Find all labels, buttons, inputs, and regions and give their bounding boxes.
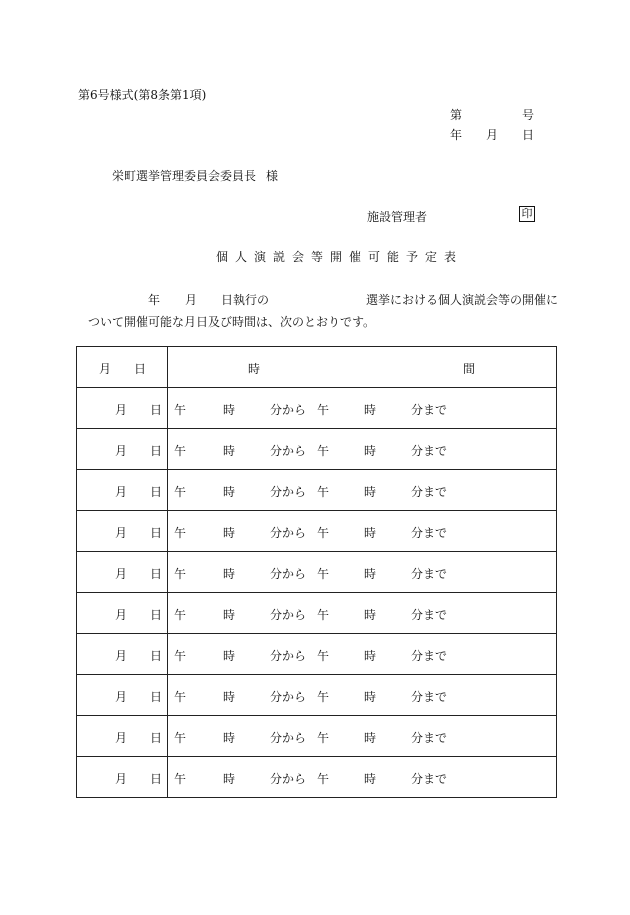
row-until: 分まで — [411, 444, 448, 458]
row-end-ampm: 午 — [317, 649, 330, 663]
row-from: 分から — [270, 526, 307, 540]
row-from: 分から — [270, 690, 307, 704]
row-start-hour: 時 — [223, 444, 236, 458]
row-until: 分まで — [411, 608, 448, 622]
row-end-hour: 時 — [364, 690, 377, 704]
row-start-hour: 時 — [223, 731, 236, 745]
row-day: 日 — [150, 731, 163, 745]
row-end-hour: 時 — [364, 567, 377, 581]
row-day: 日 — [150, 526, 163, 540]
sender-label: 施設管理者 — [367, 210, 428, 224]
row-month: 月 — [115, 526, 128, 540]
table-header-row — [77, 347, 557, 388]
date-year: 年 — [450, 128, 463, 142]
seal-mark: 印 — [519, 206, 535, 222]
row-from: 分から — [270, 403, 307, 417]
header-day: 日 — [134, 362, 147, 376]
table-row — [77, 511, 557, 552]
row-start-hour: 時 — [223, 649, 236, 663]
doc-number-suffix: 号 — [522, 108, 535, 122]
page-title: 個人演説会等開催可能予定表 — [216, 250, 464, 264]
header-time-kan: 間 — [463, 362, 476, 376]
addressee-name: 栄町選挙管理委員会委員長 — [112, 169, 257, 183]
row-until: 分まで — [411, 567, 448, 581]
table-row — [77, 675, 557, 716]
row-until: 分まで — [411, 485, 448, 499]
row-start-ampm: 午 — [174, 403, 187, 417]
row-day: 日 — [150, 649, 163, 663]
row-month: 月 — [115, 772, 128, 786]
row-month: 月 — [115, 403, 128, 417]
row-end-ampm: 午 — [317, 690, 330, 704]
row-end-ampm: 午 — [317, 444, 330, 458]
table-row — [77, 757, 557, 798]
body-line2: ついて開催可能な月日及び時間は、次のとおりです。 — [88, 315, 376, 329]
body-day-exec: 日執行の — [221, 293, 270, 307]
body-month: 月 — [185, 293, 198, 307]
row-from: 分から — [270, 608, 307, 622]
row-start-ampm: 午 — [174, 485, 187, 499]
row-month: 月 — [115, 567, 128, 581]
body-line1-end: 選挙における個人演説会等の開催に — [366, 293, 559, 307]
table-row — [77, 470, 557, 511]
row-end-ampm: 午 — [317, 608, 330, 622]
row-day: 日 — [150, 690, 163, 704]
row-end-hour: 時 — [364, 731, 377, 745]
row-end-hour: 時 — [364, 444, 377, 458]
row-day: 日 — [150, 403, 163, 417]
row-end-ampm: 午 — [317, 403, 330, 417]
row-day: 日 — [150, 567, 163, 581]
body-year: 年 — [148, 293, 161, 307]
table-row — [77, 429, 557, 470]
row-start-ampm: 午 — [174, 608, 187, 622]
row-until: 分まで — [411, 772, 448, 786]
row-start-ampm: 午 — [174, 731, 187, 745]
row-from: 分から — [270, 649, 307, 663]
date-month: 月 — [486, 128, 499, 142]
row-start-ampm: 午 — [174, 444, 187, 458]
row-until: 分まで — [411, 526, 448, 540]
row-end-ampm: 午 — [317, 567, 330, 581]
row-end-hour: 時 — [364, 608, 377, 622]
row-end-hour: 時 — [364, 403, 377, 417]
row-from: 分から — [270, 567, 307, 581]
row-day: 日 — [150, 772, 163, 786]
row-start-hour: 時 — [223, 567, 236, 581]
row-from: 分から — [270, 772, 307, 786]
row-day: 日 — [150, 608, 163, 622]
date-day: 日 — [522, 128, 535, 142]
table-row — [77, 716, 557, 757]
row-start-ampm: 午 — [174, 526, 187, 540]
row-start-ampm: 午 — [174, 567, 187, 581]
header-time-ji: 時 — [248, 362, 261, 376]
doc-number-label: 第 — [450, 108, 463, 122]
row-from: 分から — [270, 731, 307, 745]
table-row — [77, 552, 557, 593]
row-from: 分から — [270, 444, 307, 458]
row-month: 月 — [115, 690, 128, 704]
row-end-hour: 時 — [364, 485, 377, 499]
row-start-hour: 時 — [223, 772, 236, 786]
row-end-ampm: 午 — [317, 772, 330, 786]
row-day: 日 — [150, 444, 163, 458]
row-start-hour: 時 — [223, 485, 236, 499]
table-row — [77, 593, 557, 634]
row-start-ampm: 午 — [174, 690, 187, 704]
row-until: 分まで — [411, 731, 448, 745]
table-row — [77, 634, 557, 675]
row-start-hour: 時 — [223, 690, 236, 704]
row-start-hour: 時 — [223, 403, 236, 417]
row-month: 月 — [115, 608, 128, 622]
addressee-honorific: 様 — [266, 169, 279, 183]
row-until: 分まで — [411, 649, 448, 663]
form-number: 第6号様式(第8条第1項) — [78, 88, 207, 102]
row-end-ampm: 午 — [317, 526, 330, 540]
table-row — [77, 388, 557, 429]
row-from: 分から — [270, 485, 307, 499]
row-month: 月 — [115, 731, 128, 745]
row-start-hour: 時 — [223, 608, 236, 622]
row-start-hour: 時 — [223, 526, 236, 540]
row-start-ampm: 午 — [174, 649, 187, 663]
row-until: 分まで — [411, 403, 448, 417]
row-until: 分まで — [411, 690, 448, 704]
header-month: 月 — [99, 362, 112, 376]
row-end-hour: 時 — [364, 772, 377, 786]
row-month: 月 — [115, 649, 128, 663]
row-end-hour: 時 — [364, 526, 377, 540]
row-end-hour: 時 — [364, 649, 377, 663]
row-start-ampm: 午 — [174, 772, 187, 786]
row-day: 日 — [150, 485, 163, 499]
row-end-ampm: 午 — [317, 485, 330, 499]
row-month: 月 — [115, 444, 128, 458]
schedule-table — [76, 346, 557, 798]
row-end-ampm: 午 — [317, 731, 330, 745]
row-month: 月 — [115, 485, 128, 499]
